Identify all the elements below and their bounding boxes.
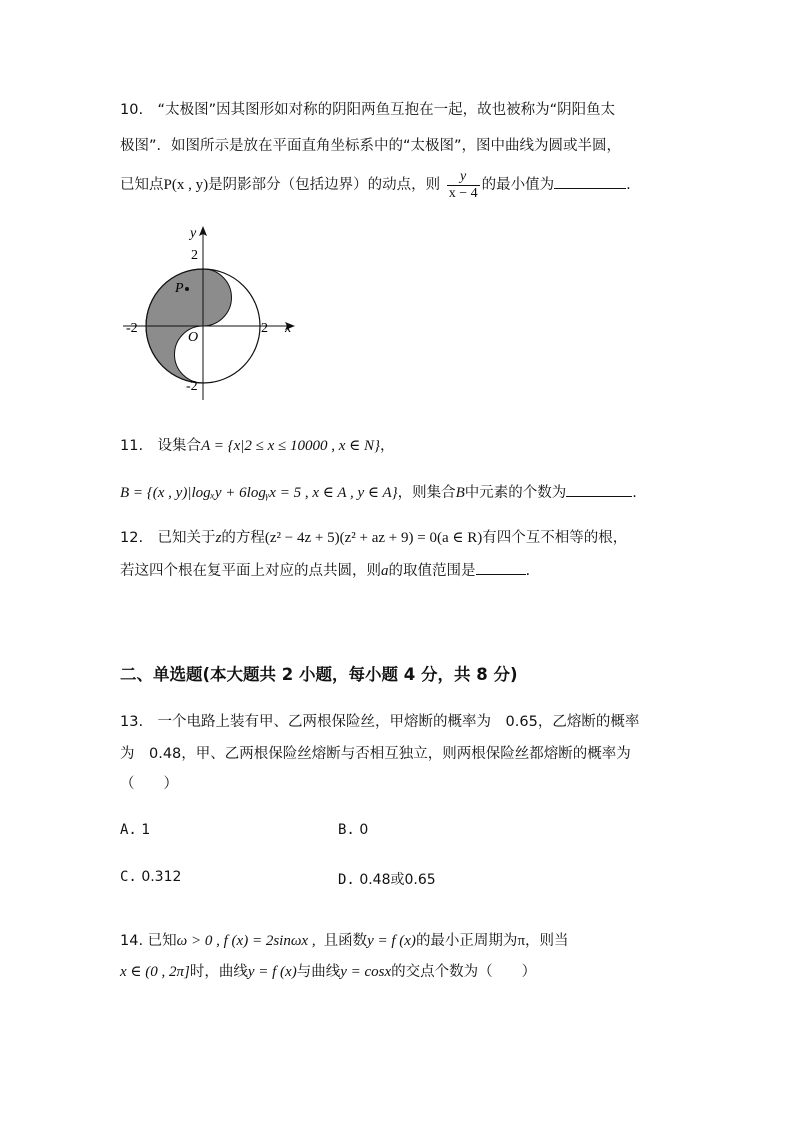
origin-label: O xyxy=(188,330,199,345)
q10-text-suffix: 的最小值为 xyxy=(481,177,555,193)
q12-var-a: a xyxy=(381,563,389,579)
q12-text-suffix-2: 的取值范围是 xyxy=(388,563,476,579)
q14-function: y = f (x) xyxy=(367,933,416,949)
q10-fraction-denominator: x − 4 xyxy=(448,185,478,201)
q13-option-b[interactable] xyxy=(338,822,368,838)
option-letter: A. xyxy=(120,822,137,838)
q14-condition: ω > 0 , f (x) = 2sinωx , xyxy=(176,933,316,949)
option-letter: B. xyxy=(338,822,355,838)
q13-option-d[interactable] xyxy=(338,869,436,889)
q13-option-a[interactable] xyxy=(120,822,150,838)
q10-text-prefix: 已知点 xyxy=(120,177,164,193)
q13-line-2: 为 0.48，甲、乙两根保险丝熔断与否相互独立，则两根保险丝都熔断的概率为 xyxy=(120,746,631,762)
q11-set-b: B = {(x , y)|logₓy + 6logᵧx = 5 , x ∈ A , y ∈ A} xyxy=(120,485,398,501)
q13-line-3: （ ） xyxy=(120,776,178,792)
point-p-dot xyxy=(185,287,189,291)
q12-answer-blank xyxy=(476,560,526,575)
q12-period: . xyxy=(525,563,531,579)
q14-text-mid-3: 时，曲线 xyxy=(189,964,248,980)
q11-set-a: A = {x|2 ≤ x ≤ 10000 , x ∈ N} xyxy=(201,438,380,454)
option-text: 0.312 xyxy=(141,869,182,885)
q14-line-2 xyxy=(120,962,536,982)
q12-var-z: z xyxy=(215,530,222,546)
q12-text-prefix: 12. 已知关于 xyxy=(120,530,216,546)
option-text: 0.48或0.65 xyxy=(359,872,436,888)
y-bottom-tick-label: -2 xyxy=(186,379,198,394)
y-axis-label: y xyxy=(190,226,197,241)
q12-text-prefix-2: 若这四个根在复平面上对应的点共圆，则 xyxy=(120,563,381,579)
q10-line-3 xyxy=(120,168,631,202)
q14-text-mid-2: 的最小正周期为 xyxy=(415,933,518,949)
q11-text-suffix-2: 中元素的个数为 xyxy=(464,485,567,501)
q10-fraction xyxy=(447,169,480,202)
q12-equation: (z² − 4z + 5)(z² + az + 9) = 0(a ∈ R) xyxy=(264,530,483,546)
q10-line-1: 10. “太极图”因其图形如对称的阴阳两鱼互抱在一起，故也被称为“阴阳鱼太 xyxy=(120,102,616,118)
q14-line-1 xyxy=(120,931,569,951)
option-letter: D. xyxy=(338,872,355,888)
q14-text-suffix-2: 的交点个数为（ ） xyxy=(391,964,537,980)
q14-curve-1: y = f (x) xyxy=(247,964,297,980)
x-right-tick-label: 2 xyxy=(261,321,268,336)
q14-pi: π xyxy=(517,933,526,949)
option-letter: C. xyxy=(120,869,137,885)
taiji-figure xyxy=(115,222,315,402)
q14-text-prefix: 14. 已知 xyxy=(120,933,177,949)
q10-point: P(x , y) xyxy=(163,177,209,193)
q12-line-1 xyxy=(120,528,627,548)
q12-line-2 xyxy=(120,560,530,581)
q10-period: . xyxy=(626,177,631,193)
q10-line-2: 极图”．如图所示是放在平面直角坐标系中的“太极图”，图中曲线为圆或半圆， xyxy=(120,138,622,154)
q11-text-mid: ，则集合 xyxy=(397,485,456,501)
option-text: 0 xyxy=(359,822,369,838)
q10-answer-blank xyxy=(554,174,626,189)
q12-text-suffix: 有四个互不相等的根， xyxy=(482,530,628,546)
option-text: 1 xyxy=(141,822,151,838)
section-title: 二、单选题(本大题共 2 小题，每小题 4 分，共 8 分) xyxy=(120,665,518,684)
point-p-label: P xyxy=(175,281,184,296)
q13-line-1: 13. 一个电路上装有甲、乙两根保险丝，甲熔断的概率为 0.65，乙熔断的概率 xyxy=(120,714,640,730)
q11-period: . xyxy=(632,485,637,501)
q13-option-c[interactable] xyxy=(120,869,181,885)
q14-curve-2: y = cosx xyxy=(340,964,392,980)
q14-text-suffix: ，则当 xyxy=(525,933,569,949)
q14-interval: x ∈ (0 , 2π] xyxy=(120,964,190,980)
y-top-tick-label: 2 xyxy=(191,248,198,263)
q10-text-mid: 是阴影部分（包括边界）的动点，则 xyxy=(208,177,441,193)
x-left-tick-label: -2 xyxy=(126,321,138,336)
q10-fraction-numerator: y xyxy=(447,169,480,186)
q11-set-b-name: B xyxy=(455,485,465,501)
q14-text-mid: 且函数 xyxy=(323,933,368,949)
q11-text-prefix: 11. 设集合 xyxy=(120,438,202,454)
q12-text-mid: 的方程 xyxy=(221,530,265,546)
q11-line-2 xyxy=(120,482,637,503)
q11-text-suffix: ， xyxy=(380,438,395,454)
q14-text-mid-4: 与曲线 xyxy=(296,964,341,980)
q11-line-1 xyxy=(120,436,395,456)
q11-answer-blank xyxy=(566,482,632,497)
x-axis-label: x xyxy=(285,321,292,336)
